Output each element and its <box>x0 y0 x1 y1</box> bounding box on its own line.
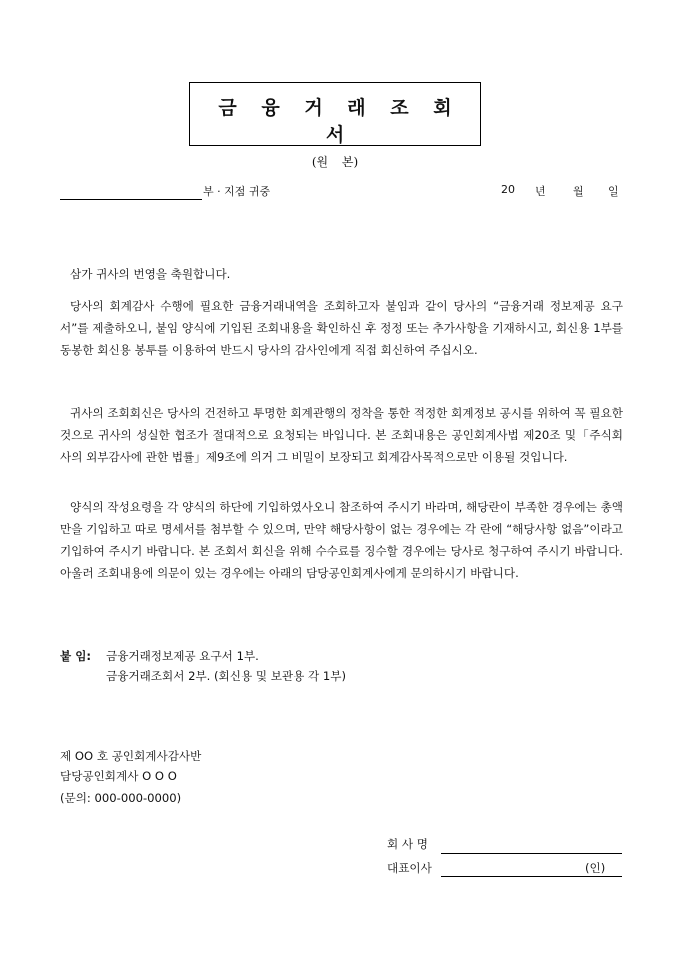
attachment-item-1: 금융거래정보제공 요구서 1부. <box>106 649 259 663</box>
addressee-suffix: 부 · 지점 귀중 <box>203 185 271 198</box>
date-month-unit: 월 <box>573 185 584 198</box>
addressee-blank-line <box>60 199 202 200</box>
date-day-unit: 일 <box>608 185 619 198</box>
sender-contact: (문의: 000-000-0000) <box>60 791 182 805</box>
date-year-prefix: 20 <box>501 183 515 196</box>
title-box <box>189 82 481 169</box>
company-name-label: 회 사 명 <box>387 837 428 851</box>
attachment-label: 붙 임: <box>60 649 92 663</box>
attachment-item-2: 금융거래조회서 2부. (회신용 및 보관용 각 1부) <box>106 669 346 683</box>
sender-firm: 제 OO 호 공인회계사감사반 <box>60 749 202 763</box>
greeting: 삼가 귀사의 번영을 축원합니다. <box>70 267 231 281</box>
ceo-label: 대표이사 <box>387 861 432 875</box>
document-subtitle: (원 본) <box>311 155 359 169</box>
body-paragraph-3: 양식의 작성요령을 각 양식의 하단에 기입하였사오니 참조하여 주시기 바라며, 해당란이 부족한 경우에는 총액만을 기입하고 따로 명세서를 첨부할 수 있으며, 만약 해당사항이 없는 경우에는 각 란에 “해당사항 없음”이라고 기입하여 주시기 바랍니다. 본 조회서 회신을 위해 수수료를 징수할 경우에는 당사로 청구하여 주시기 바랍니다. 아울러 조회내용에 의문이 있는 경우에는 아래의 담당공인회계사에게 문의하시기 바랍니다. <box>60 500 623 580</box>
company-name-blank-line <box>441 853 622 854</box>
ceo-blank-line <box>441 876 622 877</box>
sender-accountant: 담당공인회계사 O O O <box>60 769 177 783</box>
seal-mark: (인) <box>585 861 606 875</box>
body-paragraph-1: 당사의 회계감사 수행에 필요한 금융거래내역을 조회하고자 붙임과 같이 당사의 “금융거래 정보제공 요구서”를 제출하오니, 붙임 양식에 기입된 조회내용을 확인하신 후 정정 또는 추가사항을 기재하시고, 회신용 1부를 동봉한 회신용 봉투를 이용하여 반드시 당사의 감사인에게 직접 회신하여 주십시오. <box>60 299 623 357</box>
date-year-unit: 년 <box>535 185 546 198</box>
body-paragraph-2: 귀사의 조회회신은 당사의 건전하고 투명한 회계관행의 정착을 통한 적정한 회계정보 공시를 위하여 꼭 필요한 것으로 귀사의 성실한 협조가 절대적으로 요청되는 바입니다. 본 조회내용은 공인회계사법 제20조 및「주식회사의 외부감사에 관한 법률」제9조에 의거 그 비밀이 보장되고 회계감사목적으로만 이용될 것입니다. <box>60 406 623 464</box>
document-title: 금 융 거 래 조 회 서 <box>218 97 461 146</box>
